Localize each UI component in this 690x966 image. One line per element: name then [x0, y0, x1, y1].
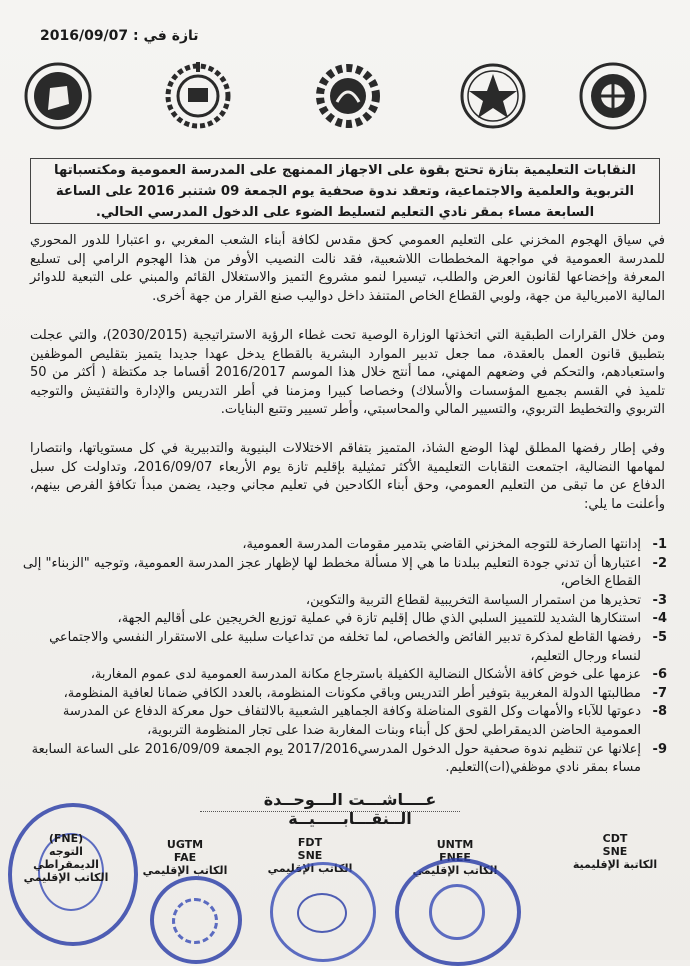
unmt-star-logo-icon — [450, 58, 536, 134]
demand-item: 9- إعلانها عن تنظيم ندوة صحفية حول الدخول المدرسي2017/2016 يوم الجمعة 2016/09/09 على الساعة السابعة مساء بمقر نادي موظفي(ات)التعليم. — [31, 741, 667, 776]
signature-fdt: FDT SNE الكاتب الإقليمي — [267, 836, 353, 875]
union-logos-row — [10, 58, 680, 138]
signature-untm: UNTM FNEE الكاتب الإقليمي — [412, 838, 498, 877]
demand-item: 1- إدانتها الصارخة للتوجه المخزني القاضي بتدمير مقومات المدرسة العمومية، — [242, 537, 667, 552]
demand-item: 2- اعتبارها أن تدني جودة التعليم ببلدنا ما هي إلا مسألة مخطط لها لإظهار عجز المدرسة العمومية، وتوجيه "الزبناء" إلى القطاع الخاص، — [22, 555, 667, 590]
paragraph-decisions: ومن خلال القرارات الطبقية التي اتخذتها الوزارة الوصية تحت غطاء الرؤية الاستراتيجية (2030/2015)، والتي عجلت بتطبيق قانون العمل بالعقدة، مما جعل تدبير الموارد البشرية بالقطاع يدخل عهدا جديدا يتميز بتقليص الموظفين واستعبادهم، والتحكم في وضعهم المهني، مما أنتج خلال هذا الموسم 2016/2017 أقساما جد مكتظة ( أكثر من 50 تلميذ في القسم بجميع المؤسسات والأسلاك) وخصاصا كبيرا ومزمنا في أطر التدريس والإدارة والتفتيش والتوجيه التربوي والتخطيط التربوي، والتسيير المالي والمحاسبتي، وأطر تسيير وتتبع البنايات. — [30, 328, 666, 418]
demand-item: 6- عزمها على خوض كافة الأشكال النضالية الكفيلة باسترجاع مكانة المدرسة العمومية لدى عموم المغاربة، — [90, 667, 667, 683]
untm-stamp-icon — [395, 858, 521, 966]
cdt-logo-icon — [570, 58, 656, 134]
signature-cdt: CDT SNE الكاتبة الإقليمية — [572, 832, 658, 871]
signature-fne: (FNE) التوجه الديمقراطي الكاتب الإقليمي — [23, 832, 109, 884]
demand-item: 8- دعوتها للآباء والأمهات وكل القوى المناضلة وكافة الجماهير الشعبية بالالتفاف حول معركة الدفاع عن المدرسة العمومية الحاضن الديمقراطي لحق كل أبناء وبنات المغاربة ضدا على تجار المنظومة التربوية، — [62, 704, 667, 738]
demands-list — [22, 536, 667, 778]
signature-ugtm: UGTM FAE الكاتب الإقليمي — [142, 838, 228, 877]
ugtm-logo-icon — [155, 58, 241, 134]
closing-slogan: عــــاشـــت الـــوحــدة الــنقـــابـــــيــة — [263, 790, 437, 828]
fdt-stamp-icon — [270, 862, 376, 962]
document-date: تازة في : 2016/09/07 — [40, 28, 199, 44]
paragraph-context: في سياق الهجوم المخزني على التعليم العمومي كحق مقدس لكافة أبناء الشعب المغربي ،و اعتبارا للدور المحوري للمدرسة العمومية في مواجهة المخططات اللاشعبية، فقد نالت النصيب الأوفر من هذا الهجوم الرامي إلى تسليع المعرفة وإخضاعها لقانون العرض والطلب، تيسيرا لنمو مشروع التميز والاستغلال القائم والمبني على التبعية للدوائر المالية الامبريالية من جهة، ولوبي القطاع الخاص المتنفذ داخل دواليب صنع القرار من جهة أخرى. — [30, 233, 665, 304]
paragraph-meeting: وفي إطار رفضها المطلق لهذا الوضع الشاذ، المتميز بتفاقم الاختلالات البنيوية والتدبيرية في كل مستوياتها، وانتصارا لمهامها النضالية، اجتمعت النقابات التعليمية الأكثر تمثيلية بإقليم تازة يوم الأربعاء 2016/09/07، وتداولت كل سبل الدفاع عن ما تبقى من التعليم العمومي، وحق أبناء الكادحين في تعليم مجاني وجيد، يضمن مبدأ تكافؤ الفرص بينهم، وأعلنت ما يلي: — [30, 441, 665, 512]
ugtm-stamp-icon — [150, 876, 242, 964]
fne-fist-logo-icon — [15, 58, 101, 134]
fdt-gear-logo-icon — [305, 58, 391, 134]
demand-item: 4- استنكارها الشديد للتمييز السلبي الذي طال إقليم تازة في عملية توزيع الخريجين على أقاليم الجهة، — [117, 611, 667, 627]
closing-divider — [200, 811, 460, 812]
demand-item: 7- مطالبتها الدولة المغربية بتوفير أطر التدريس وباقي مكونات المنظومة، بالعدد الكافي ضمانا لعافية المنظومة، — [63, 685, 667, 701]
demand-item: 5- رفضها القاطع لمذكرة تدبير الفائض والخصاص، لما تخلفه من تداعيات سلبية على الاستقرار النفسي والاجتماعي لنساء ورجال التعليم، — [49, 629, 667, 664]
headline-box: النقابات التعليمية بتازة تحتج بقوة على الاجهاز الممنهج على المدرسة العمومية ومكتسباتها التربوية والعلمية والاجتماعية، وتعقد ندوة صحفية يوم الجمعة 09 شتنبر 2016 على الساعة السابعة مساء بمقر نادي التعليم لتسليط الضوء على الدخول المدرسي الحالي. — [30, 158, 660, 224]
demand-item: 3- تحذيرها من استمرار السياسة التخريبية لقطاع التربية والتكوين، — [305, 592, 667, 608]
